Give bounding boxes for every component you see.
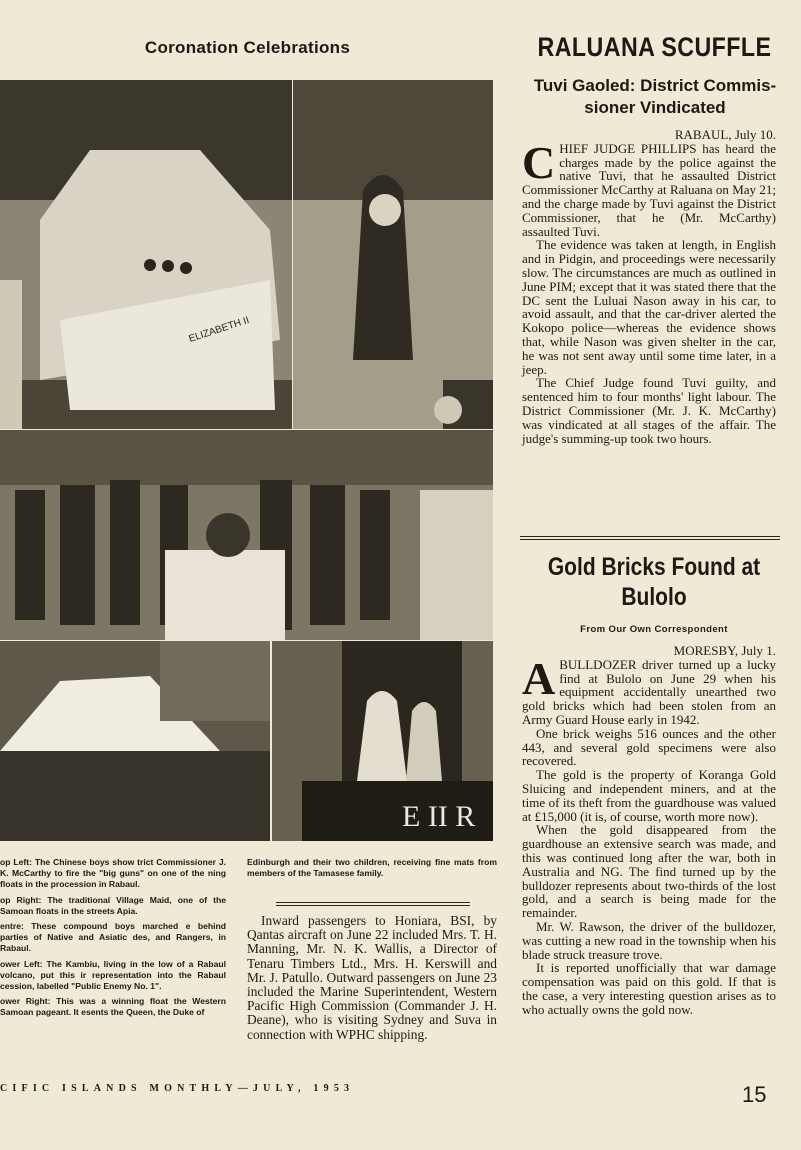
divider-rule [276,905,470,906]
raluana-p2: The evidence was taken at length, in English and in Pidgin, and proceedings were necessarily slow. The circumstances are much as outlined in June PIM; except that it was stated there that the DC sent the Luluai Nason away in his car, to avoid assault, and that the car-driver alerted the Kokopo police—whereas the evidence shows that, while Nason was given shelter in the car, he was not sent away until some time later, in a jeep. [522,237,776,377]
gold-heading: Gold Bricks Found at Bulolo [547,553,761,611]
photo-centre [0,430,493,640]
gold-p1: BULLDOZER driver turned up a lucky find at Bulolo on June 29 when his equipment accidentally unearthed two gold bricks which had been stolen from an Army Guard House early in 1942. [522,656,776,727]
page-number: 15 [742,1082,767,1107]
raluana-article [522,128,776,445]
photo-top-left [0,80,292,429]
photo-captions-left [0,857,226,1023]
svg-text:E II R: E II R [402,800,476,833]
divider-rule [520,539,780,540]
raluana-drop-cap: C [522,136,556,188]
gold-correspondent: From Our Own Correspondent [580,624,728,635]
gold-p3: The gold is the property of Koranga Gold Sluicing and independent miners, and at the time of its theft from the guardhouse was valued at £15,000 (it is, of course, worth more now). [522,767,776,824]
section-heading-coronation: Coronation Celebrations [144,38,351,57]
divider-rule [520,536,780,537]
passengers-text: Inward passengers to Honiara, BSI, by Qantas aircraft on June 22 included Mrs. T. H. Manning, Mr. N. K. Wallis, a Director of Tenaru Timbers Ltd., Mrs. H. Kerswill and Mr. J. Patullo. Outward passengers on June 23 included the Marine Superintendent, Western Pacific High Commission (Commander J. H. Deane), who is visiting Sydney and Suva in connection with WPHC shipping. [247,913,497,1042]
gold-p6: It is reported unofficially that war damage compensation was paid on this gold. If that is the case, a very interesting question arises as to who actually owns the gold now. [522,960,776,1017]
photo-lower-left [0,641,270,841]
raluana-p1: HIEF JUDGE PHILLIPS has heard the charges made by the police against the native Tuvi, that he assaulted District Commissioner McCarthy at Raluana on May 21; and the charge made by Tuvi against the District Commissioner, that he (Mr. McCarthy) assaulted Tuvi. [522,140,776,239]
gold-drop-cap: A [522,652,556,704]
gold-p2: One brick weighs 516 ounces and the other 443, and several gold specimens were also recovered. [522,725,776,769]
photo-lower-right [272,641,493,841]
caption-top-left: op Left: The Chinese boys show trict Commissioner J. K. McCarthy to fire the "big guns" on one of the ning floats in the procession in Rabaul. [0,857,226,890]
gold-article [522,644,776,1017]
caption-centre: entre: These compound boys marched e behind parties of Native and Asiatic des, and Rangers, in Rabaul. [0,921,226,954]
photo-top-right [293,80,493,429]
svg-text:ELIZABETH II: ELIZABETH II [187,314,251,345]
caption-top-right: op Right: The traditional Village Maid, one of the Samoan floats in the streets Apia. [0,894,226,916]
page-footer: CIFIC ISLANDS MONTHLY—JULY, 1953 [0,1083,355,1094]
caption-lower-right: ower Right: This was a winning float the Western Samoan pageant. It esents the Queen, the Duke of [0,996,226,1018]
raluana-subheading: Tuvi Gaoled: District Commis-sioner Vindicated [533,76,777,117]
headline-raluana-scuffle: RALUANA SCUFFLE [537,32,772,62]
divider-rule [276,902,470,903]
caption-continued: Edinburgh and their two children, receiving fine mats from members of the Tamasese family. [247,857,497,879]
raluana-p3: The Chief Judge found Tuvi guilty, and sentenced him to four months' light labour. The District Commissioner (Mr. J. K. McCarthy) was vindicated at all stages of the affair. The judge's summing-up took two hours. [522,375,776,446]
caption-lower-left: ower Left: The Kambiu, living in the low of a Rabaul volcano, put this ir representation into the Rabaul cession, labelled "Public Enemy No. 1". [0,958,226,992]
gold-p4: When the gold disappeared from the guardhouse an extensive search was made, and this was continued long after the war, both in Australia and NG. The find turned up by the bulldozer represents about two-thirds of the lost gold, and a search is being made for the remainder. [522,822,776,921]
gold-dateline: MORESBY, July 1. [673,643,776,658]
raluana-dateline: RABAUL, July 10. [674,127,776,142]
gold-p5: Mr. W. Rawson, the driver of the bulldozer, was cutting a new road in the township when his blade struck treasure trove. [522,918,776,962]
passengers-paragraph [247,914,497,1042]
